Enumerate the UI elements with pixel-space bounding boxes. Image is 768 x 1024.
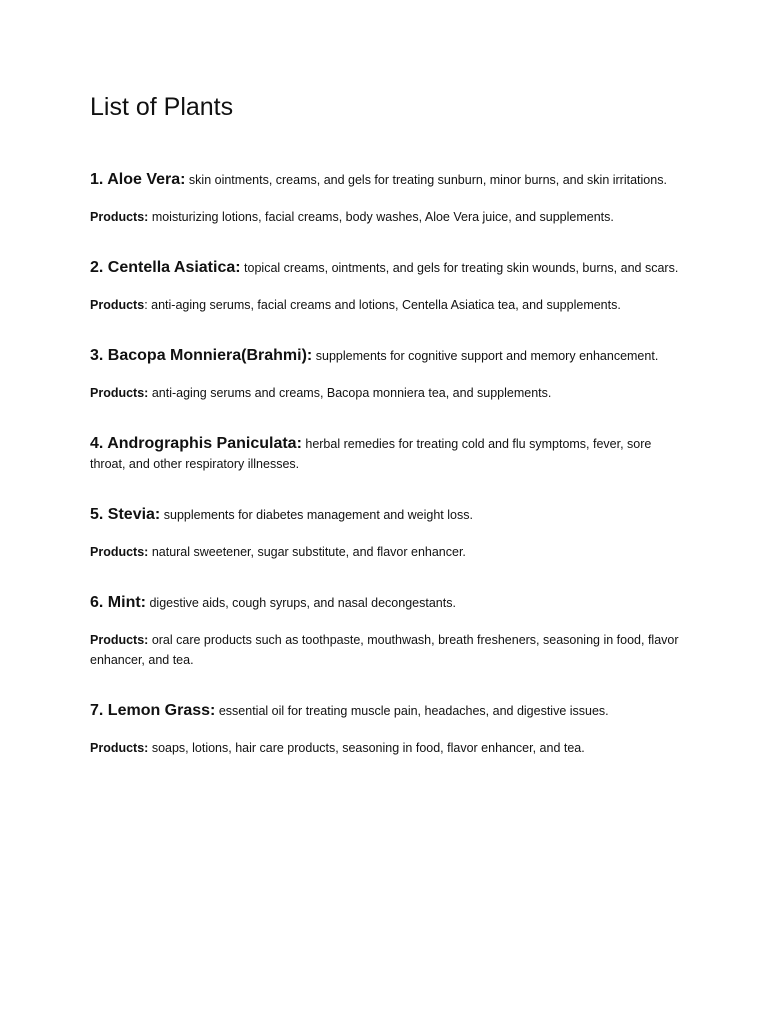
plant-entry-mint [90,593,690,670]
plant-name: 3. Bacopa Monniera(Brahmi): [90,347,313,364]
document-title: List of Plants [90,93,234,121]
plant-uses: supplements for cognitive support and memory enhancement. [312,349,659,363]
plant-name: 6. Mint: [90,594,146,611]
plant-description [90,434,690,474]
plant-description [90,346,690,366]
products-label: Products: [90,545,149,559]
products-label: Products: [90,741,149,755]
plant-entry-lemon-grass [90,701,690,758]
plant-uses: herbal remedies for treating cold and flu symptoms, fever, sore throat, and other respiratory illnesses. [90,437,652,471]
plant-uses: topical creams, ointments, and gels for treating skin wounds, burns, and scars. [240,261,679,275]
document-page [90,90,690,789]
plant-uses: skin ointments, creams, and gels for treating sunburn, minor burns, and skin irritations. [185,173,667,187]
products-text: : anti-aging serums, facial creams and lotions, Centella Asiatica tea, and supplements. [144,298,621,312]
plant-entry-centella-asiatica [90,258,690,315]
plant-name: 1. Aloe Vera: [90,171,186,188]
plant-description [90,170,690,190]
plant-uses: supplements for diabetes management and weight loss. [160,508,473,522]
products-text: soaps, lotions, hair care products, seasoning in food, flavor enhancer, and tea. [148,741,585,755]
plant-entry-andrographis-paniculata [90,434,690,474]
plant-products [90,207,690,227]
products-text: moisturizing lotions, facial creams, body washes, Aloe Vera juice, and supplements. [148,210,614,224]
plant-description [90,701,690,721]
plant-products [90,295,690,315]
products-text: anti-aging serums and creams, Bacopa monniera tea, and supplements. [148,386,552,400]
products-label: Products: [90,386,149,400]
products-label: Products: [90,633,149,647]
plant-entry-bacopa-monniera [90,346,690,403]
products-text: natural sweetener, sugar substitute, and flavor enhancer. [148,545,466,559]
plant-products [90,630,690,670]
plant-name: 2. Centella Asiatica: [90,259,241,276]
plant-products [90,383,690,403]
plant-entry-aloe-vera [90,170,690,227]
plant-name: 4. Andrographis Paniculata: [90,435,302,452]
plant-description [90,258,690,278]
plant-products [90,738,690,758]
products-label: Products [90,298,145,312]
plant-description [90,505,690,525]
plant-products [90,542,690,562]
plant-name: 7. Lemon Grass: [90,702,216,719]
plant-uses: digestive aids, cough syrups, and nasal decongestants. [146,596,456,610]
plant-name: 5. Stevia: [90,506,161,523]
plant-entry-stevia [90,505,690,562]
plant-uses: essential oil for treating muscle pain, headaches, and digestive issues. [215,704,609,718]
products-text: oral care products such as toothpaste, mouthwash, breath fresheners, seasoning in food, flavor enhancer, and tea. [90,633,679,667]
plant-description [90,593,690,613]
products-label: Products: [90,210,149,224]
